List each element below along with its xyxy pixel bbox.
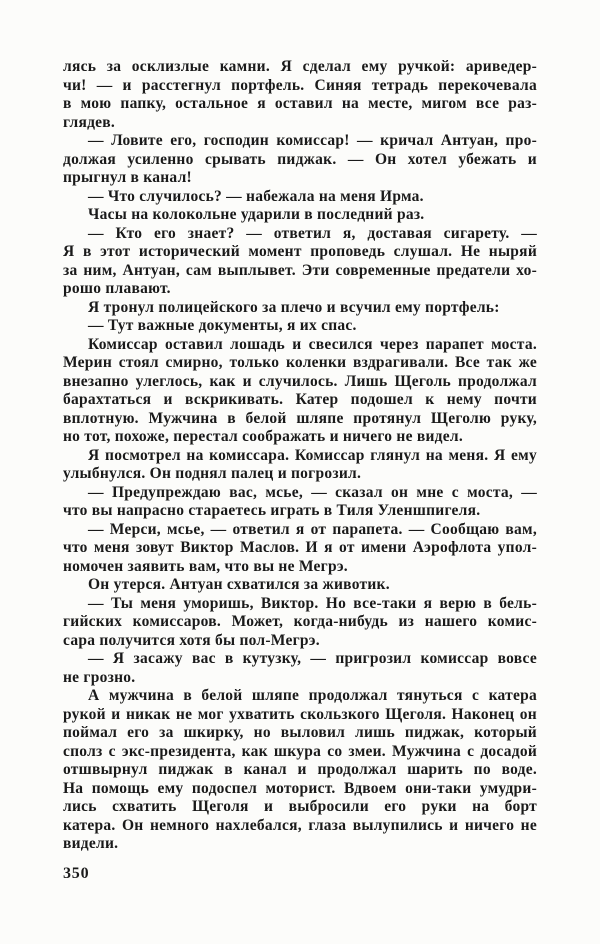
text-line: рошо плавают. xyxy=(63,280,171,297)
text-line: улыбнулся. Он поднял палец и погрозил. xyxy=(63,465,362,482)
text-line: прыгнул в канал! xyxy=(63,169,192,186)
text-line: — Ловите его, господин комиссар! — кричал Антуан, про- xyxy=(88,132,537,149)
text-line: — Что случилось? — набежала на меня Ирма. xyxy=(88,187,424,205)
text-line: На помощь ему подоспел моторист. Вдвоем они-таки умудри- xyxy=(63,779,537,797)
text-line: Комиссар оставил лошадь и свесился через парапет моста. xyxy=(88,335,537,353)
text-line: — Предупреждаю вас, мсье, — сказал он мне с моста, — xyxy=(88,483,537,501)
paragraph xyxy=(63,317,537,336)
page-text xyxy=(63,58,537,854)
paragraph xyxy=(63,225,537,299)
text-line: гийских комиссаров. Может, когда-нибудь из нашего комис- xyxy=(63,613,537,630)
text-line: катера. Он немного нахлебался, глаза вылупились и ничего не xyxy=(63,816,537,834)
text-line: внезапно улеглось, как и случилось. Лишь Щеголь продолжал xyxy=(63,372,537,390)
text-line: Он утерся. Антуан схватился за животик. xyxy=(88,576,390,593)
paragraph xyxy=(63,576,537,595)
text-line: Я тронул полицейского за плечо и всучил ему портфель: xyxy=(88,298,500,316)
paragraph xyxy=(63,447,537,484)
text-line: чи! — и расстегнул портфель. Синяя тетрадь перекочевала xyxy=(63,76,537,94)
text-line: поймал его за шкирку, но выловил лишь пиджак, который xyxy=(63,724,537,741)
text-line: сполз с экс-президента, как шкура со змеи. Мужчина с досадой xyxy=(63,742,537,760)
paragraph xyxy=(63,687,537,854)
text-line: лясь за осклизлые камни. Я сделал ему ручкой: ариведер- xyxy=(63,58,537,75)
text-line: — Я засажу вас в кутузку, — пригрозил комиссар вовсе xyxy=(88,650,537,667)
text-line: сара получится хотя бы пол-Мегрэ. xyxy=(63,631,320,649)
text-line: вплотную. Мужчина в белой шляпе протянул Щеголю руку, xyxy=(63,409,537,427)
paragraph xyxy=(63,188,537,207)
text-line: — Кто его знает? — ответил я, доставая сигарету. — xyxy=(88,224,537,242)
paragraph xyxy=(63,484,537,521)
text-line: глядев. xyxy=(63,113,116,131)
text-line: Часы на колокольне ударили в последний раз. xyxy=(88,206,425,223)
text-line: — Ты меня уморишь, Виктор. Но все-таки я верю в бель- xyxy=(88,594,537,612)
paragraph xyxy=(63,58,537,132)
page-number: 350 xyxy=(63,865,90,882)
text-line: номочен заявить вам, что вы не Мегрэ. xyxy=(63,557,348,575)
text-line: что меня зовут Виктор Маслов. И я от имени Аэрофлота упол- xyxy=(63,539,537,556)
text-line: должая усиленно срывать пиджак. — Он хотел убежать и xyxy=(63,150,537,168)
paragraph xyxy=(63,299,537,318)
paragraph xyxy=(63,132,537,188)
paragraph xyxy=(63,206,537,225)
paragraph xyxy=(63,595,537,651)
paragraph xyxy=(63,336,537,447)
text-line: Я посмотрел на комиссара. Комиссар глянул на меня. Я ему xyxy=(88,446,537,464)
paragraph xyxy=(63,521,537,577)
text-line: — Мерси, мсье, — ответил я от парапета. — Сообщаю вам, xyxy=(88,520,537,538)
text-line: что вы напрасно стараетесь играть в Тиля Уленшпигеля. xyxy=(63,502,481,519)
text-line: А мужчина в белой шляпе продолжал тянуться с катера xyxy=(88,687,537,704)
text-line: Мерин стоял смирно, только коленки вздрагивали. Все так же xyxy=(63,354,537,371)
text-line: барахтаться и вскрикивать. Катер подошел к нему почти xyxy=(63,391,537,408)
text-line: Я в этот исторический момент проповедь слушал. Не ныряй xyxy=(63,243,537,260)
text-line: видели. xyxy=(63,835,119,852)
text-line: — Тут важные документы, я их спас. xyxy=(88,317,357,334)
text-line: не грозно. xyxy=(63,668,136,686)
text-line: но тот, похоже, перестал соображать и ничего не видел. xyxy=(63,428,463,445)
text-line: лись схватить Щеголя и выбросили его руки на борт xyxy=(63,798,537,815)
text-line: отшвырнул пиджак в канал и продолжал шарить по воде. xyxy=(63,761,537,778)
paragraph xyxy=(63,650,537,687)
text-line: за ним, Антуан, сам выплывет. Эти современные предатели хо- xyxy=(63,261,537,279)
text-line: рукой и никак не мог ухватить скользкого Щеголя. Наконец он xyxy=(63,705,537,723)
text-line: в мою папку, остальное я оставил на месте, мигом все раз- xyxy=(63,95,537,112)
